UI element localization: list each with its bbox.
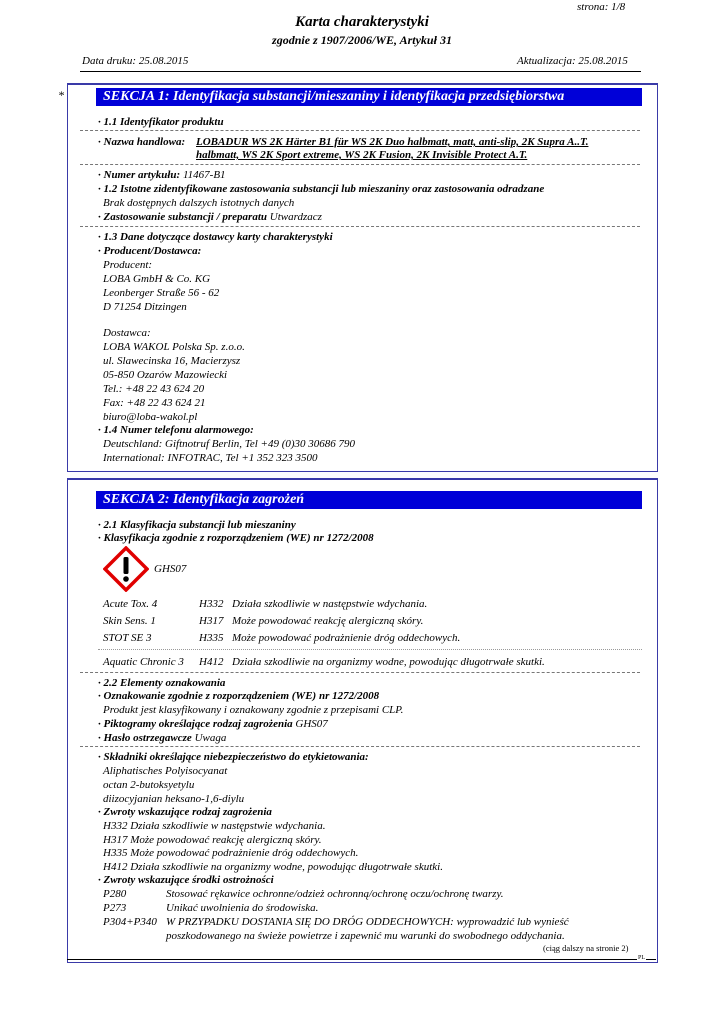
usage-value: Utwardzacz bbox=[269, 211, 322, 223]
pictograms-value: GHS07 bbox=[295, 718, 328, 730]
section-1-title: SEKCJA 1: Identyfikacja substancji/mieszaniny i identyfikacja przedsiębiorstwa bbox=[96, 88, 642, 106]
label-regulation: · Oznakowanie zgodnie z rozporządzeniem (WE) nr 1272/2008 bbox=[98, 690, 380, 702]
signal-word-value: Uwaga bbox=[194, 732, 227, 744]
hazard-code: H412 bbox=[199, 656, 224, 668]
section-2-2: · 2.2 Elementy oznakowania bbox=[98, 677, 226, 689]
p-phrase-text: Stosować rękawice ochronne/odzież ochronną/ochronę oczu/ochronę twarzy. bbox=[166, 888, 504, 900]
component-item: Aliphatisches Polyisocyanat bbox=[103, 765, 228, 777]
component-item: diizocyjanian heksano-1,6-diylu bbox=[103, 793, 245, 805]
section-1-3: · 1.3 Dane dotyczące dostawcy karty charakterystyki bbox=[98, 231, 333, 243]
h-phrase: H412 Działa szkodliwie na organizmy wodne, powodując długotrwałe skutki. bbox=[103, 861, 443, 873]
usage-label: · Zastosowanie substancji / preparatu bbox=[98, 211, 268, 223]
producer-line: Leonberger Straße 56 - 62 bbox=[103, 287, 220, 299]
component-item: octan 2-butoksyetylu bbox=[103, 779, 195, 791]
supplier-email: biuro@loba-wakol.pl bbox=[103, 411, 198, 423]
hazard-text: Może powodować podrażnienie dróg oddechowych. bbox=[232, 632, 461, 644]
ghs07-label: GHS07 bbox=[154, 563, 187, 575]
components-label: · Składniki określające niebezpieczeństwo do etykietowania: bbox=[98, 751, 369, 763]
divider bbox=[80, 226, 640, 227]
hazard-class: Skin Sens. 1 bbox=[103, 615, 156, 627]
hazard-code: H332 bbox=[199, 598, 224, 610]
p-phrase-text: Unikać uwolnienia do środowiska. bbox=[166, 902, 319, 914]
ghs07-exclamation-icon bbox=[103, 546, 149, 592]
p-phrase-code: P273 bbox=[103, 902, 127, 914]
hazard-class: STOT SE 3 bbox=[103, 632, 152, 644]
p-phrases-label: · Zwroty wskazujące środki ostrożności bbox=[98, 874, 274, 886]
footer-rule-end bbox=[646, 959, 656, 960]
section-1-4: · 1.4 Numer telefonu alarmowego: bbox=[98, 424, 254, 436]
article-number-label: · Numer artykułu: bbox=[98, 169, 181, 181]
p-phrase-code: P280 bbox=[103, 888, 127, 900]
producer-line: Producent: bbox=[103, 259, 153, 271]
trade-name-label: · Nazwa handlowa: bbox=[98, 136, 186, 148]
print-date: Data druku: 25.08.2015 bbox=[82, 55, 189, 67]
trade-name-line-2: halbmatt, WS 2K Sport extreme, WS 2K Fusion, 2K Invisible Protect A.T. bbox=[196, 149, 528, 161]
page-number: strona: 1/8 bbox=[577, 1, 626, 13]
header-rule bbox=[80, 71, 641, 72]
pictograms bbox=[98, 718, 328, 730]
usage bbox=[98, 211, 322, 223]
supplier-line: 05-850 Ozarów Mazowiecki bbox=[103, 369, 228, 381]
hazard-class: Acute Tox. 4 bbox=[103, 598, 158, 610]
trade-name-line-1: LOBADUR WS 2K Härter B1 für WS 2K Duo halbmatt, matt, anti-slip, 2K Supra A..T. bbox=[196, 136, 589, 148]
footer-rule bbox=[67, 959, 637, 960]
divider bbox=[80, 746, 640, 747]
pictograms-label: · Piktogramy określające rodzaj zagrożenia bbox=[98, 718, 293, 730]
divider bbox=[98, 649, 642, 650]
revision-star: * bbox=[58, 88, 64, 102]
emergency-line: Deutschland: Giftnotruf Berlin, Tel +49 (0)30 30686 790 bbox=[103, 438, 356, 450]
h-phrase: H332 Działa szkodliwie w następstwie wdychania. bbox=[103, 820, 326, 832]
producer-line: LOBA GmbH & Co. KG bbox=[103, 273, 211, 285]
emergency-line: International: INFOTRAC, Tel +1 352 323 3500 bbox=[103, 452, 318, 464]
continued-note: (ciąg dalszy na stronie 2) bbox=[543, 943, 629, 953]
hazard-code: H335 bbox=[199, 632, 224, 644]
update-date: Aktualizacja: 25.08.2015 bbox=[517, 55, 628, 67]
label-regulation-text: Produkt jest klasyfikowany i oznakowany zgodnie z przepisami CLP. bbox=[103, 704, 404, 716]
supplier-line: Fax: +48 22 43 624 21 bbox=[103, 397, 206, 409]
p-phrase-text: W PRZYPADKU DOSTANIA SIĘ DO DRÓG ODDECHOWYCH: wyprowadzić lub wynieść bbox=[166, 916, 569, 928]
producer-line: D 71254 Ditzingen bbox=[103, 301, 187, 313]
supplier-line: Tel.: +48 22 43 624 20 bbox=[103, 383, 205, 395]
no-data-text: Brak dostępnych dalszych istotnych danych bbox=[103, 197, 295, 209]
article-number bbox=[98, 169, 226, 181]
h-phrase: H317 Może powodować reakcję alergiczną skóry. bbox=[103, 834, 322, 846]
footer-language: PL bbox=[638, 955, 646, 961]
hazard-class: Aquatic Chronic 3 bbox=[103, 656, 184, 668]
section-1-1: · 1.1 Identyfikator produktu bbox=[98, 116, 224, 128]
supplier-line: ul. Slawecinska 16, Macierzysz bbox=[103, 355, 241, 367]
document-subtitle: zgodnie z 1907/2006/WE, Artykuł 31 bbox=[272, 33, 452, 47]
signal-word bbox=[98, 732, 226, 744]
hazard-code: H317 bbox=[199, 615, 224, 627]
classification-label: · Klasyfikacja zgodnie z rozporządzeniem (WE) nr 1272/2008 bbox=[98, 532, 374, 544]
producer-label: · Producent/Dostawca: bbox=[98, 245, 202, 257]
signal-word-label: · Hasło ostrzegawcze bbox=[98, 732, 192, 744]
document-title: Karta charakterystyki bbox=[295, 14, 429, 30]
supplier-line: Dostawca: bbox=[103, 327, 151, 339]
divider bbox=[80, 164, 640, 165]
section-2-title: SEKCJA 2: Identyfikacja zagrożeń bbox=[96, 491, 642, 509]
divider bbox=[80, 672, 640, 673]
hazard-text: Może powodować reakcję alergiczną skóry. bbox=[232, 615, 424, 627]
section-2-1: · 2.1 Klasyfikacja substancji lub mieszaniny bbox=[98, 519, 296, 531]
hazard-text: Działa szkodliwie na organizmy wodne, powodując długotrwałe skutki. bbox=[232, 656, 545, 668]
hazard-text: Działa szkodliwie w następstwie wdychania. bbox=[232, 598, 428, 610]
supplier-line: LOBA WAKOL Polska Sp. z.o.o. bbox=[103, 341, 245, 353]
p-phrase-code: P304+P340 bbox=[103, 916, 157, 928]
h-phrase: H335 Może powodować podrażnienie dróg oddechowych. bbox=[103, 847, 359, 859]
h-phrases-label: · Zwroty wskazujące rodzaj zagrożenia bbox=[98, 806, 272, 818]
divider bbox=[80, 130, 640, 131]
p-phrase-continuation: poszkodowanego na świeże powietrze i zapewnić mu warunki do swobodnego oddychania. bbox=[166, 930, 565, 942]
section-1-2: · 1.2 Istotne zidentyfikowane zastosowania substancji lub mieszaniny oraz zastosowania odradzane bbox=[98, 183, 545, 195]
article-number-value: 11467-B1 bbox=[182, 169, 226, 181]
